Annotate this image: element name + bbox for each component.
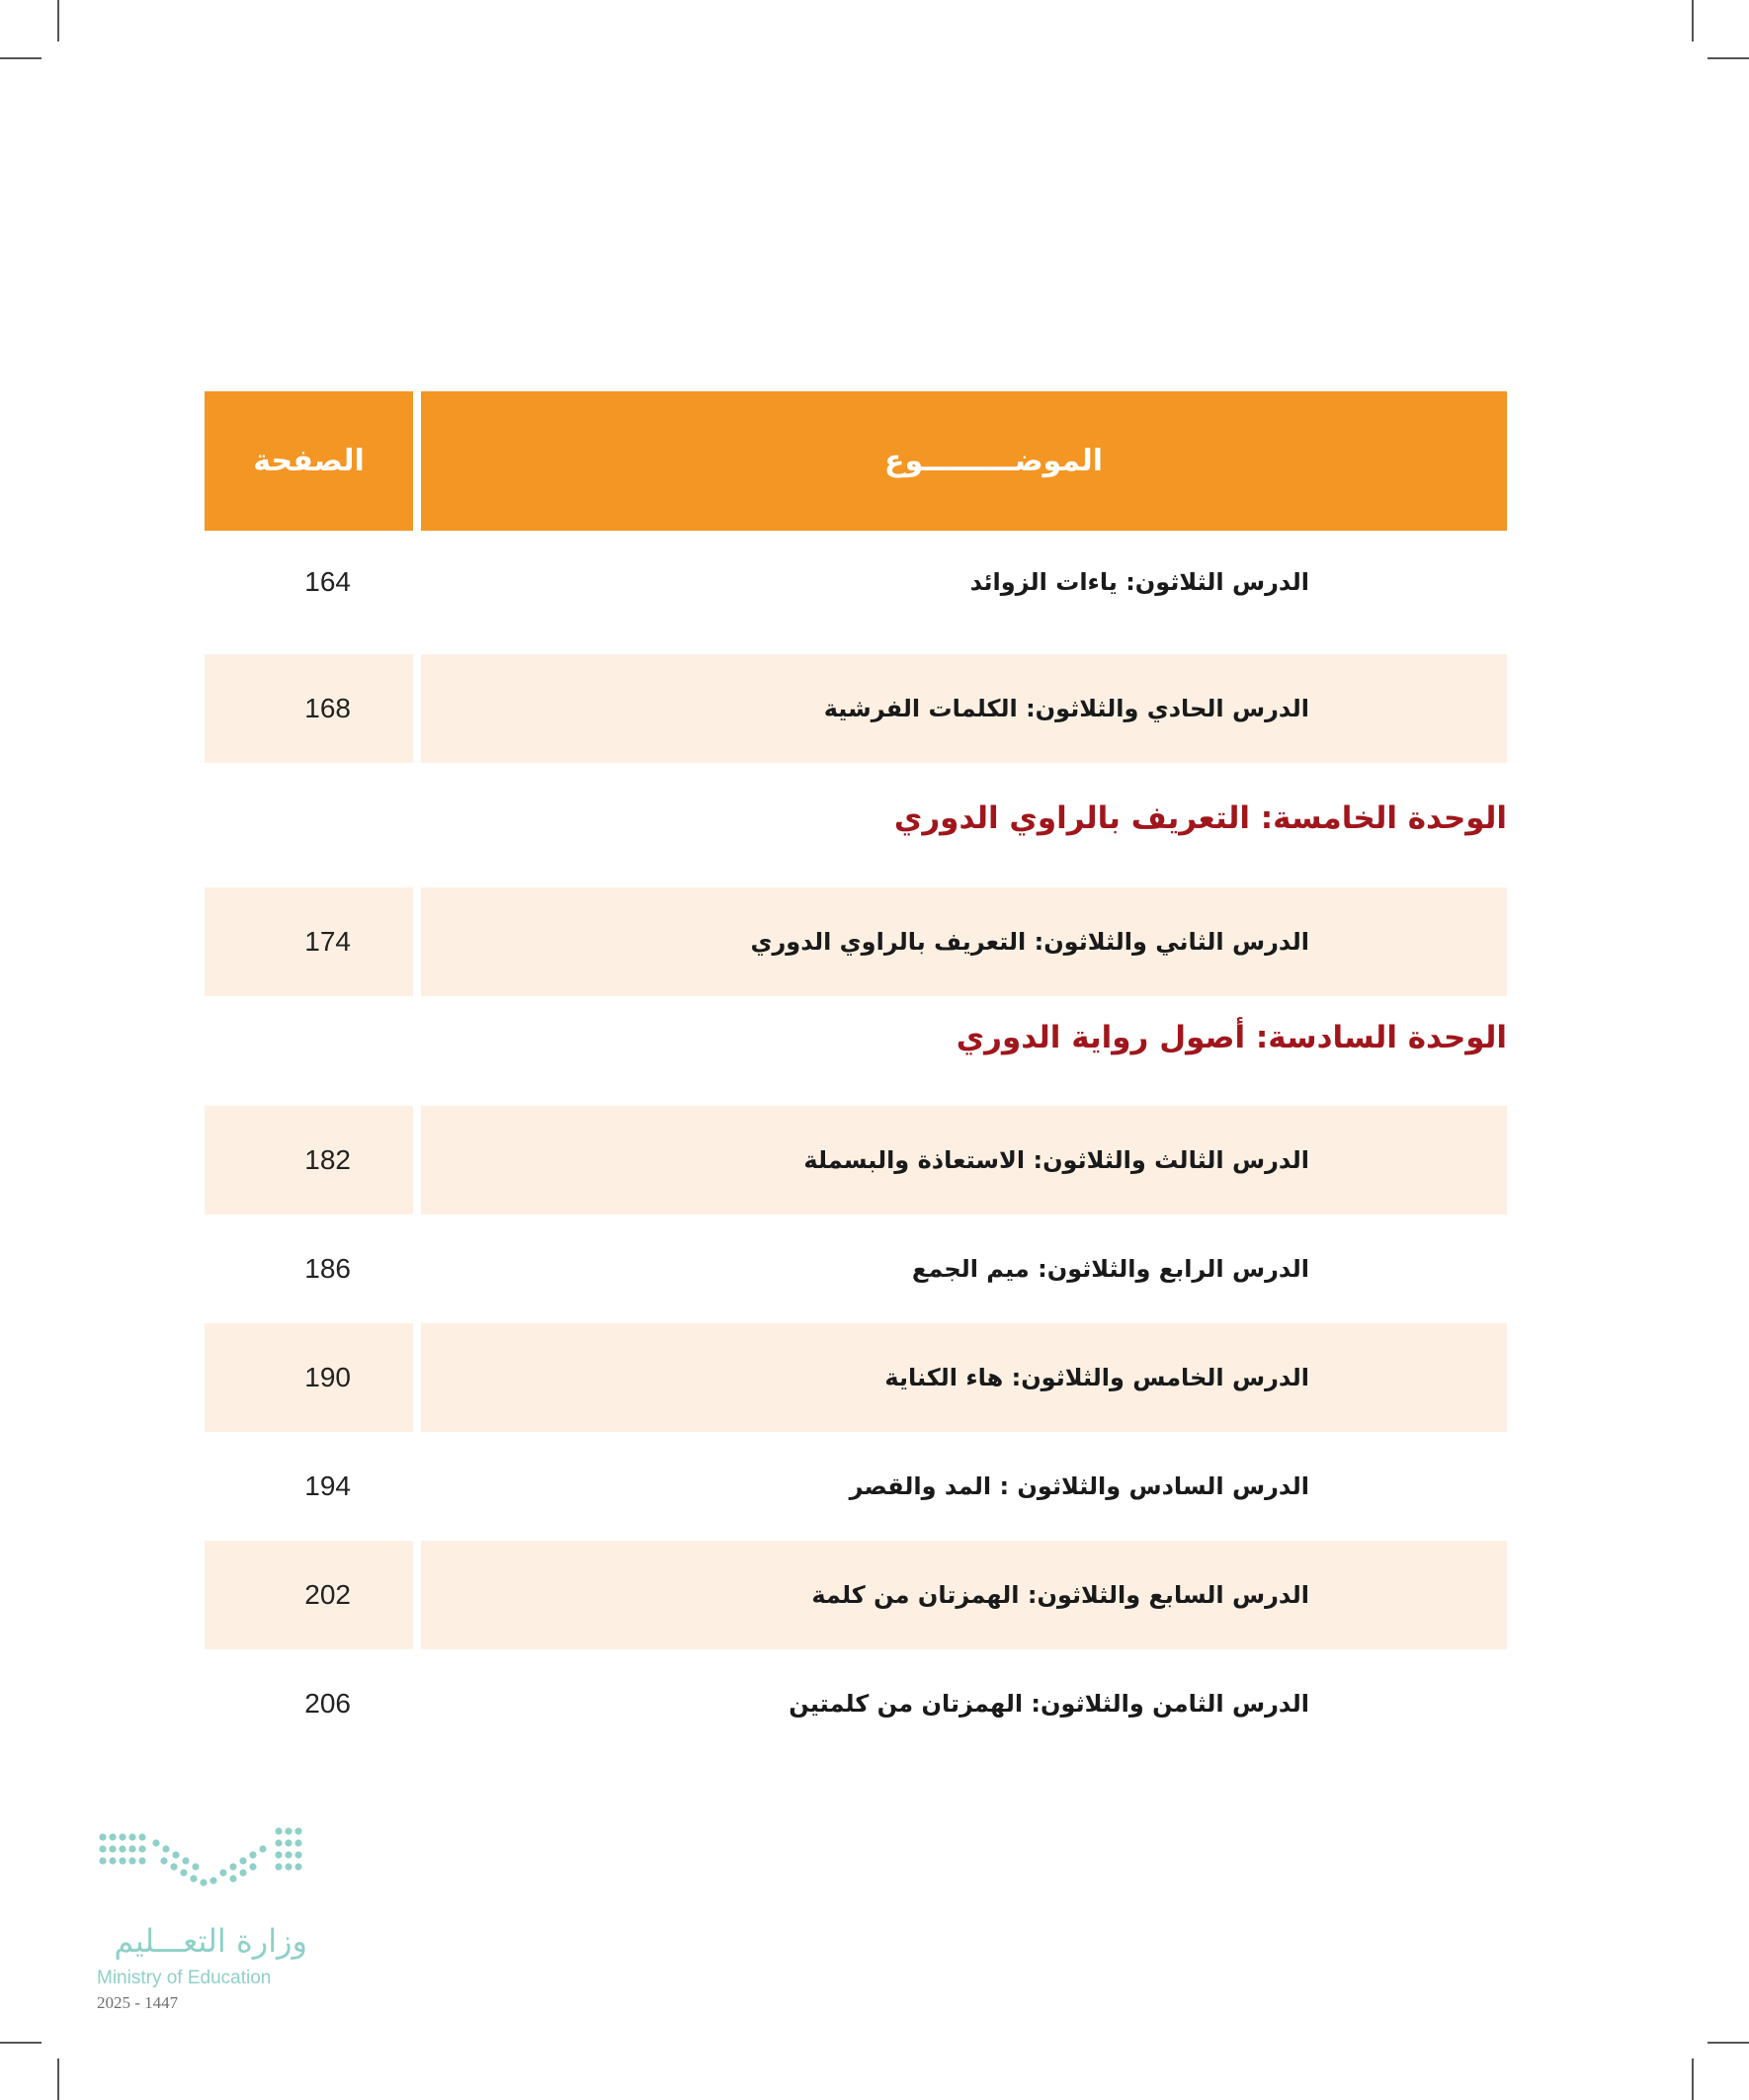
toc-row — [205, 530, 1507, 634]
page-number: 202 — [304, 1579, 351, 1610]
lesson-title: الدرس الثامن والثلاثون: الهمزتان من كلمتين — [789, 1690, 1309, 1718]
lesson-title: الدرس الرابع والثلاثون: ميم الجمع — [911, 1255, 1309, 1283]
page-cell — [205, 1432, 413, 1541]
crop-mark — [57, 2058, 59, 2100]
header-page-cell — [205, 391, 413, 531]
page-cell — [205, 1215, 413, 1323]
topic-cell — [421, 1541, 1507, 1649]
page-number: 194 — [304, 1470, 351, 1501]
page-number: 206 — [304, 1688, 351, 1719]
page-cell — [205, 887, 413, 996]
header-divider — [413, 391, 421, 531]
lesson-title: الدرس السادس والثلاثون : المد والقصر — [849, 1472, 1309, 1500]
lesson-title: الدرس الحادي والثلاثون: الكلمات الفرشية — [823, 695, 1309, 722]
crop-mark — [1692, 2058, 1694, 2100]
unit-title: الوحدة الخامسة: التعريف بالراوي الدوري — [893, 800, 1507, 836]
topic-cell — [421, 530, 1507, 634]
toc-row — [205, 887, 1507, 996]
toc-row — [205, 1541, 1507, 1649]
ministry-logo — [95, 1823, 332, 2011]
lesson-title: الدرس الخامس والثلاثون: هاء الكناية — [884, 1364, 1309, 1391]
topic-cell — [421, 1106, 1507, 1215]
topic-cell — [421, 1215, 1507, 1323]
lesson-title: الدرس الثالث والثلاثون: الاستعاذة والبسملة — [803, 1146, 1309, 1174]
logo-english-name: Ministry of Education — [97, 1968, 272, 1988]
page-cell — [205, 1106, 413, 1215]
topic-cell — [421, 1323, 1507, 1432]
logo-year: 2025 - 1447 — [97, 1993, 179, 2012]
logo-arabic-name: وزارة التعـــليم — [114, 1922, 307, 1960]
page-number: 186 — [304, 1253, 351, 1284]
crop-mark — [0, 57, 42, 59]
crop-mark — [1707, 2042, 1749, 2044]
page-number: 168 — [304, 693, 351, 723]
toc-row — [205, 1649, 1507, 1758]
lesson-title: الدرس الثاني والثلاثون: التعريف بالراوي الدوري — [750, 928, 1309, 956]
topic-cell — [421, 887, 1507, 996]
page-cell — [205, 1541, 413, 1649]
page-number: 190 — [304, 1362, 351, 1392]
toc-row — [205, 1106, 1507, 1215]
page-number: 174 — [304, 926, 351, 957]
topic-cell — [421, 1432, 1507, 1541]
crop-mark — [0, 2042, 42, 2044]
header-topic-cell — [421, 391, 1507, 531]
lesson-title: الدرس السابع والثلاثون: الهمزتان من كلمة — [811, 1581, 1309, 1609]
toc-row — [205, 1323, 1507, 1432]
topic-cell — [421, 654, 1507, 763]
crop-mark — [1692, 0, 1694, 42]
toc-row — [205, 1215, 1507, 1323]
header-page-label: الصفحة — [253, 444, 365, 478]
toc-row — [205, 654, 1507, 763]
page-cell — [205, 1323, 413, 1432]
page-number: 164 — [304, 566, 351, 597]
page-cell — [205, 1649, 413, 1758]
ministry-logo-icon — [95, 1823, 312, 1902]
table-header — [205, 391, 1507, 531]
crop-mark — [57, 0, 59, 42]
header-topic-label: الموضـــــــــوع — [883, 444, 1104, 478]
page-number: 182 — [304, 1144, 351, 1175]
lesson-title: الدرس الثلاثون: ياءات الزوائد — [969, 568, 1309, 596]
page-cell — [205, 530, 413, 634]
unit-title: الوحدة السادسة: أصول رواية الدوري — [956, 1020, 1507, 1055]
page-cell — [205, 654, 413, 763]
crop-mark — [1707, 57, 1749, 59]
topic-cell — [421, 1649, 1507, 1758]
toc-row — [205, 1432, 1507, 1541]
